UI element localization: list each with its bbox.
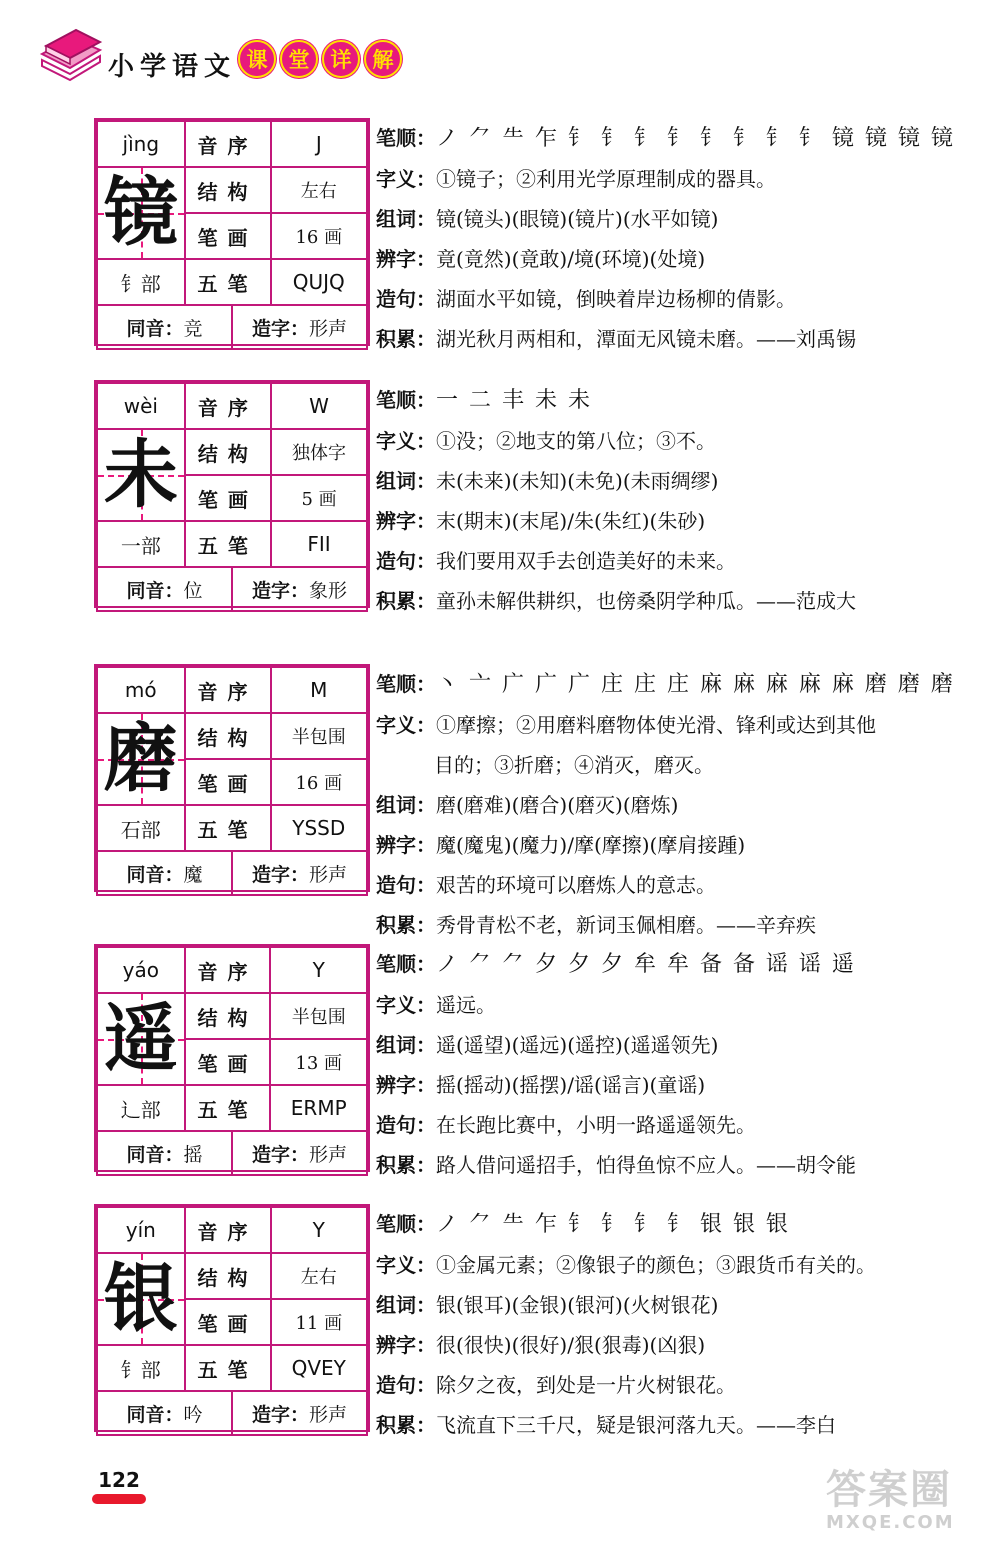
value-zaozi: 形声 <box>309 1143 348 1166</box>
label-wubi: 五笔 <box>185 1345 271 1391</box>
meaning: ①没；②地支的第八位；③不。 <box>436 429 716 453</box>
value-yinxu: Y <box>271 1207 367 1253</box>
value-bihua: 13 画 <box>270 1039 367 1085</box>
page-number-bar <box>92 1494 146 1504</box>
distinguish: 很(很快)(很好)/狠(狠毒)(凶狠) <box>436 1333 706 1357</box>
subject-title: 小学语文 <box>108 52 237 82</box>
pinyin: mó <box>97 667 185 713</box>
label-zaozi: 造字： <box>251 317 309 340</box>
zaozi-cell <box>233 852 366 894</box>
meaning-line <box>376 985 936 1025</box>
label-sentence: 造句： <box>376 873 436 897</box>
meaning: ①镜子；②利用光学原理制成的器具。 <box>436 167 776 191</box>
value-wubi: YSSD <box>271 805 367 851</box>
words-line <box>376 199 936 239</box>
label-jiegou: 结构 <box>185 993 271 1039</box>
radical: 钅部 <box>97 1345 185 1391</box>
accumulate-line <box>376 905 936 945</box>
radical: 石部 <box>97 805 185 851</box>
label-strokes: 笔顺： <box>376 1212 436 1236</box>
char-entry-1 <box>94 118 955 398</box>
sentence: 艰苦的环境可以磨炼人的意志。 <box>436 873 716 897</box>
label-yinxu: 音序 <box>185 383 271 429</box>
big-character: 磨 <box>103 716 178 802</box>
value-wubi: QVEY <box>271 1345 367 1391</box>
strokes-line <box>376 944 936 985</box>
label-tongyin: 同音： <box>126 863 184 886</box>
value-jiegou: 左右 <box>271 167 367 213</box>
label-zaozi: 造字： <box>251 1403 309 1426</box>
meaning-line <box>376 421 936 461</box>
words: 未(未来)(未知)(未免)(未雨绸缪) <box>436 469 719 493</box>
char-entry-3 <box>94 664 955 944</box>
value-wubi: QUJQ <box>271 259 367 305</box>
label-yinxu: 音序 <box>185 121 271 167</box>
sentence-line <box>376 1365 936 1405</box>
label-tongyin: 同音： <box>126 1403 184 1426</box>
sentence-line <box>376 865 936 905</box>
accumulate: 湖光秋月两相和，潭面无风镜未磨。——刘禹锡 <box>436 327 856 351</box>
distinguish-line <box>376 1325 936 1365</box>
meaning: ①金属元素；②像银子的颜色；③跟货币有关的。 <box>436 1253 876 1277</box>
value-yinxu: Y <box>270 947 367 993</box>
char-info <box>376 944 936 1185</box>
label-meaning: 字义： <box>376 993 436 1017</box>
value-bihua: 5 画 <box>271 475 367 521</box>
label-accumulate: 积累： <box>376 327 436 351</box>
watermark-bottom: MXQE.COM <box>826 1512 955 1533</box>
words-line <box>376 785 936 825</box>
label-sentence: 造句： <box>376 1373 436 1397</box>
big-character: 未 <box>103 432 178 518</box>
tongyin-cell <box>98 852 233 894</box>
stroke-order: 一 二 丰 未 未 <box>436 388 592 413</box>
pinyin: yáo <box>97 947 185 993</box>
value-bihua: 16 画 <box>271 213 367 259</box>
label-strokes: 笔顺： <box>376 388 436 412</box>
char-card <box>94 664 370 892</box>
label-bihua: 笔画 <box>185 1039 271 1085</box>
distinguish-line <box>376 1065 936 1105</box>
distinguish: 魔(魔鬼)(魔力)/摩(摩擦)(摩肩接踵) <box>436 833 746 857</box>
label-accumulate: 积累： <box>376 1153 436 1177</box>
big-character: 银 <box>103 1256 178 1342</box>
value-bihua: 11 画 <box>271 1299 367 1345</box>
strokes-line <box>376 118 955 159</box>
meaning-line <box>376 159 936 199</box>
label-accumulate: 积累： <box>376 1413 436 1437</box>
label-accumulate: 积累： <box>376 589 436 613</box>
stroke-order: ノ ⺈ ⺧ 乍 钅 钅 钅 钅 钅 钅 钅 钅 镜 镜 镜 镜 <box>436 126 955 151</box>
meaning: 遥远。 <box>436 993 496 1017</box>
label-distinguish: 辨字： <box>376 247 436 271</box>
sentence-line <box>376 1105 936 1145</box>
distinguish: 竟(竟然)(竟敢)/境(环境)(处境) <box>436 247 706 271</box>
pinyin: wèi <box>97 383 185 429</box>
badge-4: 解 <box>364 40 402 78</box>
label-strokes: 笔顺： <box>376 126 436 150</box>
label-meaning: 字义： <box>376 713 436 737</box>
words-line <box>376 461 936 501</box>
big-char-cell <box>97 1253 185 1345</box>
label-distinguish: 辨字： <box>376 1333 436 1357</box>
char-info <box>376 380 936 621</box>
label-jiegou: 结构 <box>185 1253 271 1299</box>
label-words: 组词： <box>376 793 436 817</box>
badge-1: 课 <box>238 40 276 78</box>
label-meaning: 字义： <box>376 1253 436 1277</box>
sentence: 湖面水平如镜，倒映着岸边杨柳的倩影。 <box>436 287 796 311</box>
accumulate-line <box>376 1145 936 1185</box>
tongyin-cell <box>98 1132 233 1174</box>
sentence: 我们要用双手去创造美好的未来。 <box>436 549 736 573</box>
label-wubi: 五笔 <box>185 1085 271 1131</box>
accumulate: 路人借问遥招手，怕得鱼惊不应人。——胡令能 <box>436 1153 856 1177</box>
big-char-cell <box>97 167 185 259</box>
books-logo-icon <box>38 24 104 82</box>
badge-2: 堂 <box>280 40 318 78</box>
char-card <box>94 380 370 608</box>
label-meaning: 字义： <box>376 167 436 191</box>
char-entry-2 <box>94 380 934 660</box>
label-words: 组词： <box>376 1033 436 1057</box>
big-character: 镜 <box>103 170 178 256</box>
label-strokes: 笔顺： <box>376 952 436 976</box>
label-bihua: 笔画 <box>185 213 271 259</box>
value-jiegou: 独体字 <box>271 429 367 475</box>
label-tongyin: 同音： <box>126 1143 184 1166</box>
tongyin-cell <box>98 1392 233 1434</box>
big-character: 遥 <box>103 996 178 1082</box>
meaning-line <box>376 1245 936 1285</box>
strokes-line <box>376 664 955 705</box>
value-zaozi: 象形 <box>309 579 348 602</box>
value-tongyin: 摇 <box>183 1143 203 1166</box>
char-card <box>94 944 370 1172</box>
char-info <box>376 1204 936 1445</box>
value-wubi: ERMP <box>270 1085 367 1131</box>
accumulate: 童孙未解供耕织，也傍桑阴学种瓜。——范成大 <box>436 589 856 613</box>
sentence: 除夕之夜，到处是一片火树银花。 <box>436 1373 736 1397</box>
page-number: 122 <box>98 1468 140 1492</box>
value-jiegou: 左右 <box>271 1253 367 1299</box>
pinyin: yín <box>97 1207 185 1253</box>
value-yinxu: M <box>271 667 367 713</box>
accumulate-line <box>376 581 936 621</box>
label-strokes: 笔顺： <box>376 672 436 696</box>
badge-3: 详 <box>322 40 360 78</box>
big-char-cell <box>97 429 185 521</box>
watermark <box>826 1468 986 1544</box>
label-sentence: 造句： <box>376 1113 436 1137</box>
value-jiegou: 半包围 <box>270 993 367 1039</box>
char-info <box>376 118 955 359</box>
char-entry-5 <box>94 1204 934 1484</box>
label-distinguish: 辨字： <box>376 1073 436 1097</box>
value-yinxu: W <box>271 383 367 429</box>
accumulate: 飞流直下三千尺，疑是银河落九天。——李白 <box>436 1413 836 1437</box>
distinguish-line <box>376 825 936 865</box>
accumulate: 秀骨青松不老，新词玉佩相磨。——辛弃疾 <box>436 913 816 937</box>
meaning: ①摩擦；②用磨料磨物体使光滑、锋利或达到其他 <box>436 713 876 737</box>
value-bihua: 16 画 <box>271 759 367 805</box>
value-jiegou: 半包围 <box>271 713 367 759</box>
words-line <box>376 1285 936 1325</box>
value-yinxu: J <box>271 121 367 167</box>
label-tongyin: 同音： <box>126 317 184 340</box>
distinguish-line <box>376 239 936 279</box>
label-distinguish: 辨字： <box>376 509 436 533</box>
value-tongyin: 魔 <box>183 863 203 886</box>
words: 银(银耳)(金银)(银河)(火树银花) <box>436 1293 719 1317</box>
zaozi-cell <box>233 1392 366 1434</box>
words-line <box>376 1025 936 1065</box>
radical: 钅部 <box>97 259 185 305</box>
words: 镜(镜头)(眼镜)(镜片)(水平如镜) <box>436 207 719 231</box>
label-jiegou: 结构 <box>185 429 271 475</box>
distinguish-line <box>376 501 936 541</box>
label-yinxu: 音序 <box>185 1207 271 1253</box>
value-zaozi: 形声 <box>309 317 348 340</box>
label-tongyin: 同音： <box>126 579 184 602</box>
pinyin: jìng <box>97 121 185 167</box>
char-card <box>94 118 370 346</box>
big-char-cell <box>97 713 185 805</box>
value-tongyin: 竞 <box>183 317 203 340</box>
char-info <box>376 664 955 945</box>
stroke-order: ノ ⺈ ⺧ 乍 钅 钅 钅 钅 银 银 银 <box>436 1212 790 1237</box>
zaozi-cell <box>233 568 366 610</box>
words: 遥(遥望)(遥远)(遥控)(遥遥领先) <box>436 1033 719 1057</box>
label-words: 组词： <box>376 207 436 231</box>
words: 磨(磨难)(磨合)(磨灭)(磨炼) <box>436 793 679 817</box>
label-distinguish: 辨字： <box>376 833 436 857</box>
label-jiegou: 结构 <box>185 713 271 759</box>
value-zaozi: 形声 <box>309 1403 348 1426</box>
value-wubi: FII <box>271 521 367 567</box>
strokes-line <box>376 1204 936 1245</box>
value-tongyin: 位 <box>183 579 203 602</box>
label-words: 组词： <box>376 1293 436 1317</box>
big-char-cell <box>97 993 185 1085</box>
radical: 一部 <box>97 521 185 567</box>
page-header <box>38 18 458 88</box>
distinguish: 末(期末)(末尾)/朱(朱红)(朱砂) <box>436 509 706 533</box>
tongyin-cell <box>98 306 233 348</box>
label-yinxu: 音序 <box>185 667 271 713</box>
section-badges <box>238 40 402 78</box>
value-zaozi: 形声 <box>309 863 348 886</box>
label-meaning: 字义： <box>376 429 436 453</box>
label-wubi: 五笔 <box>185 521 271 567</box>
label-sentence: 造句： <box>376 549 436 573</box>
sentence-line <box>376 279 936 319</box>
strokes-line <box>376 380 936 421</box>
zaozi-cell <box>233 1132 366 1174</box>
sentence-line <box>376 541 936 581</box>
char-card <box>94 1204 370 1432</box>
char-entry-4 <box>94 944 934 1224</box>
stroke-order: ノ ⺈ ⺈ 夕 夕 夕 牟 牟 备 备 谣 谣 遥 <box>436 952 856 977</box>
zaozi-cell <box>233 306 366 348</box>
label-wubi: 五笔 <box>185 259 271 305</box>
label-sentence: 造句： <box>376 287 436 311</box>
sentence: 在长跑比赛中，小明一路遥遥领先。 <box>436 1113 756 1137</box>
label-jiegou: 结构 <box>185 167 271 213</box>
accumulate-line <box>376 319 936 359</box>
label-bihua: 笔画 <box>185 759 271 805</box>
label-yinxu: 音序 <box>185 947 271 993</box>
value-tongyin: 吟 <box>183 1403 203 1426</box>
label-bihua: 笔画 <box>185 475 271 521</box>
distinguish: 摇(摇动)(摇摆)/谣(谣言)(童谣) <box>436 1073 706 1097</box>
label-zaozi: 造字： <box>251 863 309 886</box>
label-accumulate: 积累： <box>376 913 436 937</box>
stroke-order: 丶 亠 广 广 广 庄 庄 庄 麻 麻 麻 麻 麻 磨 磨 磨 <box>436 672 955 697</box>
tongyin-cell <box>98 568 233 610</box>
meaning-line <box>376 705 936 745</box>
label-words: 组词： <box>376 469 436 493</box>
label-zaozi: 造字： <box>251 1143 309 1166</box>
watermark-top: 答案圈 <box>826 1467 952 1513</box>
label-zaozi: 造字： <box>251 579 309 602</box>
label-bihua: 笔画 <box>185 1299 271 1345</box>
label-wubi: 五笔 <box>185 805 271 851</box>
radical: 辶部 <box>97 1085 185 1131</box>
meaning-line-2: 目的；③折磨；④消灭，磨灭。 <box>434 753 714 777</box>
accumulate-line <box>376 1405 936 1445</box>
